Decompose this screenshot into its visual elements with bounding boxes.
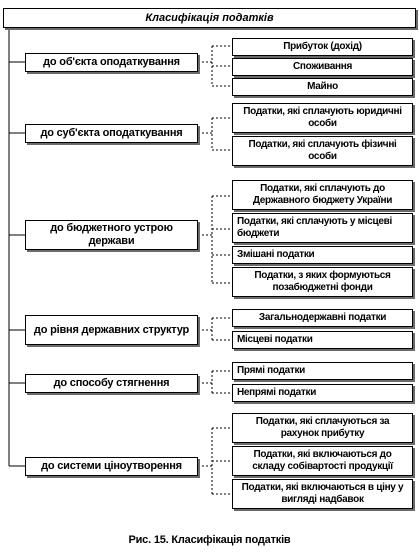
item-profit: Прибуток (дохід) [232,38,413,56]
item-included-in-cost: Податки, які включаються до складу собівартості продукції [232,446,413,476]
category-object: до об'єкта оподаткування [25,53,198,72]
category-subject: до суб'єкта оподаткування [25,124,198,143]
item-property: Майно [232,78,413,96]
item-paid-from-profit: Податки, які сплачуються за рахунок прибутку [232,413,413,443]
category-pricing-system: до системи ціноутворення [25,457,198,476]
item-consumption: Споживання [232,58,413,76]
item-direct-taxes: Прямі податки [232,362,413,380]
item-local-budgets: Податки, які сплачують у місцеві бюджети [232,213,413,243]
item-local-taxes: Місцеві податки [232,331,413,349]
item-mixed-taxes: Змішані податки [232,246,413,264]
item-indirect-taxes: Непрямі податки [232,384,413,402]
diagram-title: Класифікація податків [3,8,416,28]
item-included-in-price: Податки, які включаються в ціну у вигляді надбавок [232,479,413,509]
category-government-level: до рівня державних структур [25,315,198,345]
category-collection-method: до способу стягнення [25,374,198,393]
item-national-taxes: Загальнодержавні податки [232,309,413,327]
item-legal-entities: Податки, які сплачують юридичні особи [232,103,413,133]
category-budget-structure: до бюджетного устрою держави [25,220,198,250]
item-individuals: Податки, які сплачують фізичні особи [232,136,413,166]
figure-caption: Рис. 15. Класифікація податків [128,534,291,546]
item-state-budget: Податки, які сплачують до Державного бюджету України [232,180,413,210]
item-extrabudgetary-funds: Податки, з яких формуються позабюджетні фонди [232,267,413,297]
